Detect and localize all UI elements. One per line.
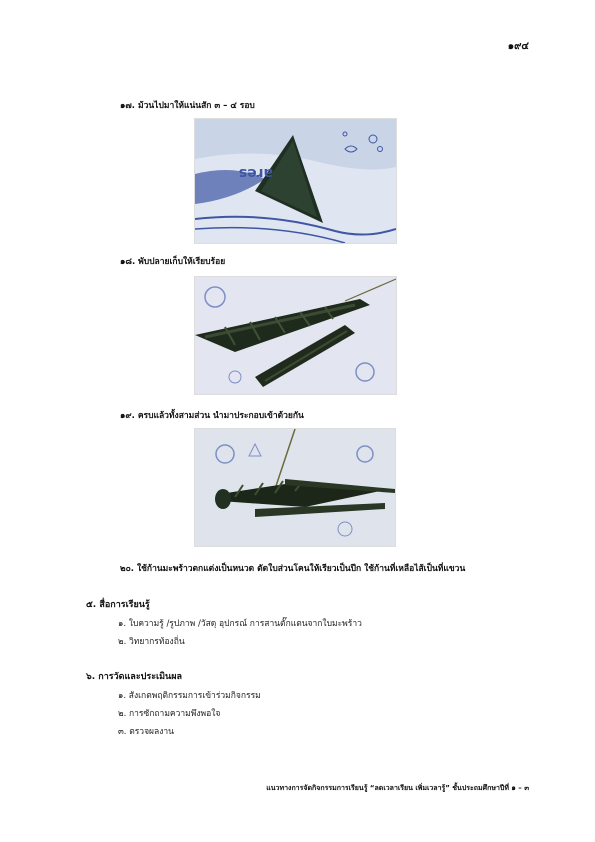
step-18 xyxy=(120,254,225,268)
step-17 xyxy=(120,98,255,112)
page-footer: แนวทางการจัดกิจกรรมการเรียนรู้ “ลดเวลาเรียน เพิ่มเวลารู้” ชั้นประถมศึกษาปีที่ ๑ – ๓ xyxy=(266,784,529,792)
photo-printed-text: ares xyxy=(238,165,273,181)
step-text: ม้วนไปมาให้แน่นสัก ๓ – ๔ รอบ xyxy=(138,101,255,111)
list-item: ๓. ตรวจผลงาน xyxy=(118,727,174,737)
step-text: ใช้ก้านมะพร้าวตกแต่งเป็นหนวด ตัดใบส่วนโคนให้เรียวเป็นปีก ใช้ก้านที่เหลือไส้เป็นที่แขวน xyxy=(137,564,466,574)
list-item: ๒. วิทยากรท้องถิ่น xyxy=(118,637,185,647)
step-number: ๑๗. xyxy=(120,101,136,111)
step-number: ๑๙. xyxy=(120,411,135,421)
list-item: ๑. ใบความรู้ /รูปภาพ /วัสดุ อุปกรณ์ การสานตั๊กแตนจากใบมะพร้าว xyxy=(118,619,362,629)
list-item: ๒. การซักถามความพึงพอใจ xyxy=(118,709,221,719)
step-20 xyxy=(120,561,465,575)
step-text: พับปลายเก็บให้เรียบร้อย xyxy=(138,257,226,267)
page-number: ๑๙๔ xyxy=(507,41,529,52)
step-number: ๒๐. xyxy=(120,564,135,574)
step-number: ๑๘. xyxy=(120,257,136,267)
step-19 xyxy=(120,408,304,422)
section-heading-media: ๕. สื่อการเรียนรู้ xyxy=(86,600,150,610)
photo-step-18 xyxy=(194,276,397,395)
list-item: ๑. สังเกตพฤติกรรมการเข้าร่วมกิจกรรม xyxy=(118,691,261,701)
step-text: ครบแล้วทั้งสามส่วน นำมาประกอบเข้าด้วยกัน xyxy=(137,411,304,421)
section-heading-assessment: ๖. การวัดและประเมินผล xyxy=(86,672,182,682)
photo-step-19 xyxy=(194,428,396,547)
photo-step-17 xyxy=(194,118,397,244)
